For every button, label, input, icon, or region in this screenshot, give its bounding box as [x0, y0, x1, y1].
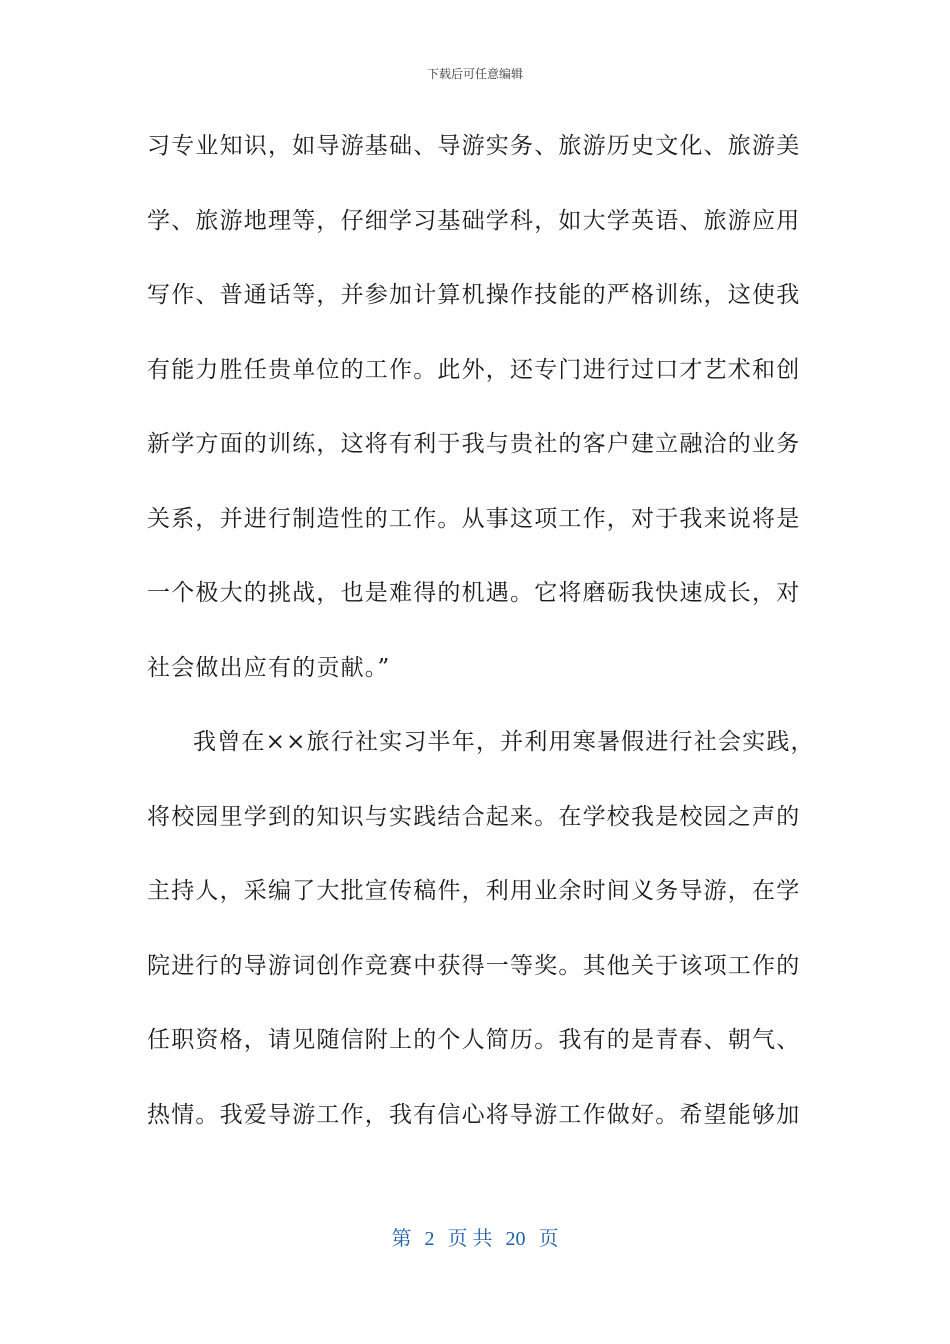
- body-line: 有能力胜任贵单位的工作。此外，还专门进行过口才艺术和创: [147, 356, 801, 383]
- body-line: 关系，并进行制造性的工作。从事这项工作，对于我来说将是: [147, 505, 801, 532]
- body-line: 任职资格，请见随信附上的个人简历。我有的是青春、朝气、: [147, 1027, 801, 1053]
- footer-prefix: 第: [391, 1228, 412, 1250]
- page-footer: [0, 1226, 950, 1252]
- total-pages: 20: [505, 1228, 526, 1250]
- paragraph-start-line: 我曾在××旅行社实习半年，并利用寒暑假进行社会实践，: [193, 729, 815, 755]
- body-line: 新学方面的训练，这将有利于我与贵社的客户建立融洽的业务: [147, 431, 801, 457]
- current-page-number: 2: [424, 1228, 435, 1250]
- page-header: 下载后可任意编辑: [426, 67, 523, 81]
- body-line: 写作、普通话等，并参加计算机操作技能的严格训练，这使我: [147, 282, 801, 308]
- body-line: 社会做出应有的贡献。”: [147, 654, 391, 681]
- document-body: [147, 122, 815, 1165]
- body-line: 主持人，采编了大批宣传稿件，利用业余时间义务导游，在学: [147, 878, 801, 904]
- body-line: 院进行的导游词创作竞赛中获得一等奖。其他关于该项工作的: [147, 952, 801, 979]
- body-line: 一个极大的挑战，也是难得的机遇。它将磨砺我快速成长，对: [147, 580, 801, 606]
- body-line: 习专业知识，如导游基础、导游实务、旅游历史文化、旅游美: [147, 133, 801, 159]
- footer-middle: 页 共: [447, 1228, 493, 1250]
- footer-suffix: 页: [538, 1228, 559, 1250]
- body-line: 学、旅游地理等，仔细学习基础学科，如大学英语、旅游应用: [147, 207, 801, 234]
- body-line: 热情。我爱导游工作，我有信心将导游工作做好。希望能够加: [147, 1101, 801, 1128]
- body-line: 将校园里学到的知识与实践结合起来。在学校我是校园之声的: [147, 803, 801, 830]
